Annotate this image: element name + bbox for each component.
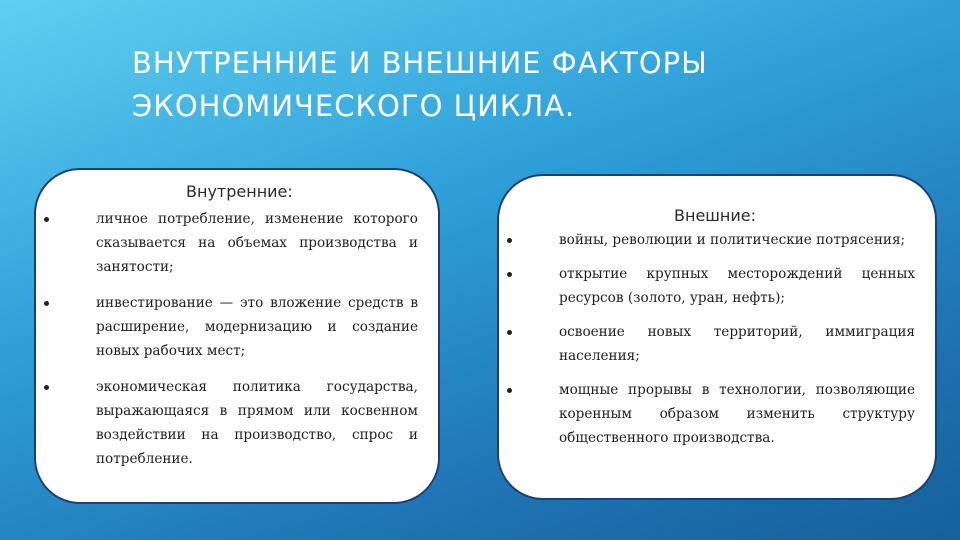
slide-title-line-1: ВНУТРЕННИЕ И ВНЕШНИЕ ФАКТОРЫ xyxy=(132,46,708,80)
external-factor-text: мощные прорывы в технологии, позволяющие коренным образом изменить структуру общественного производства. xyxy=(559,382,915,446)
external-factor-text: освоение новых территорий, иммиграция населения; xyxy=(559,324,915,364)
external-factors-panel xyxy=(497,174,937,500)
bullet-icon xyxy=(44,301,49,306)
external-factor-text: войны, революции и политические потрясения; xyxy=(559,232,906,248)
bullet-icon xyxy=(507,272,512,277)
bullet-icon xyxy=(507,238,512,243)
internal-factors-panel xyxy=(34,168,440,504)
external-factor-item xyxy=(505,378,915,450)
external-factor-item xyxy=(505,320,915,368)
bullet-icon xyxy=(44,217,49,222)
internal-factors-list xyxy=(42,207,418,483)
bullet-icon xyxy=(507,388,512,393)
internal-factor-text: экономическая политика государства, выражающаяся в прямом или косвенном воздействии на производство, спрос и потребление. xyxy=(96,379,418,467)
internal-factor-item xyxy=(42,291,418,363)
internal-factor-item xyxy=(42,375,418,471)
internal-factor-text: личное потребление, изменение которого сказывается на объемах производства и занятости; xyxy=(96,211,418,275)
external-factors-heading: Внешние: xyxy=(674,206,757,225)
external-factor-item xyxy=(505,228,915,252)
bullet-icon xyxy=(44,385,49,390)
external-factor-text: открытие крупных месторождений ценных ресурсов (золото, уран, нефть); xyxy=(559,266,915,306)
internal-factor-item xyxy=(42,207,418,279)
slide-title xyxy=(132,42,892,128)
internal-factor-text: инвестирование — это вложение средств в расширение, модернизацию и создание новых рабочих мест; xyxy=(96,295,418,359)
slide-title-line-2: ЭКОНОМИЧЕСКОГО ЦИКЛА. xyxy=(132,89,576,123)
external-factors-list xyxy=(505,228,915,460)
internal-factors-heading: Внутренние: xyxy=(186,182,293,201)
bullet-icon xyxy=(507,330,512,335)
external-factor-item xyxy=(505,262,915,310)
